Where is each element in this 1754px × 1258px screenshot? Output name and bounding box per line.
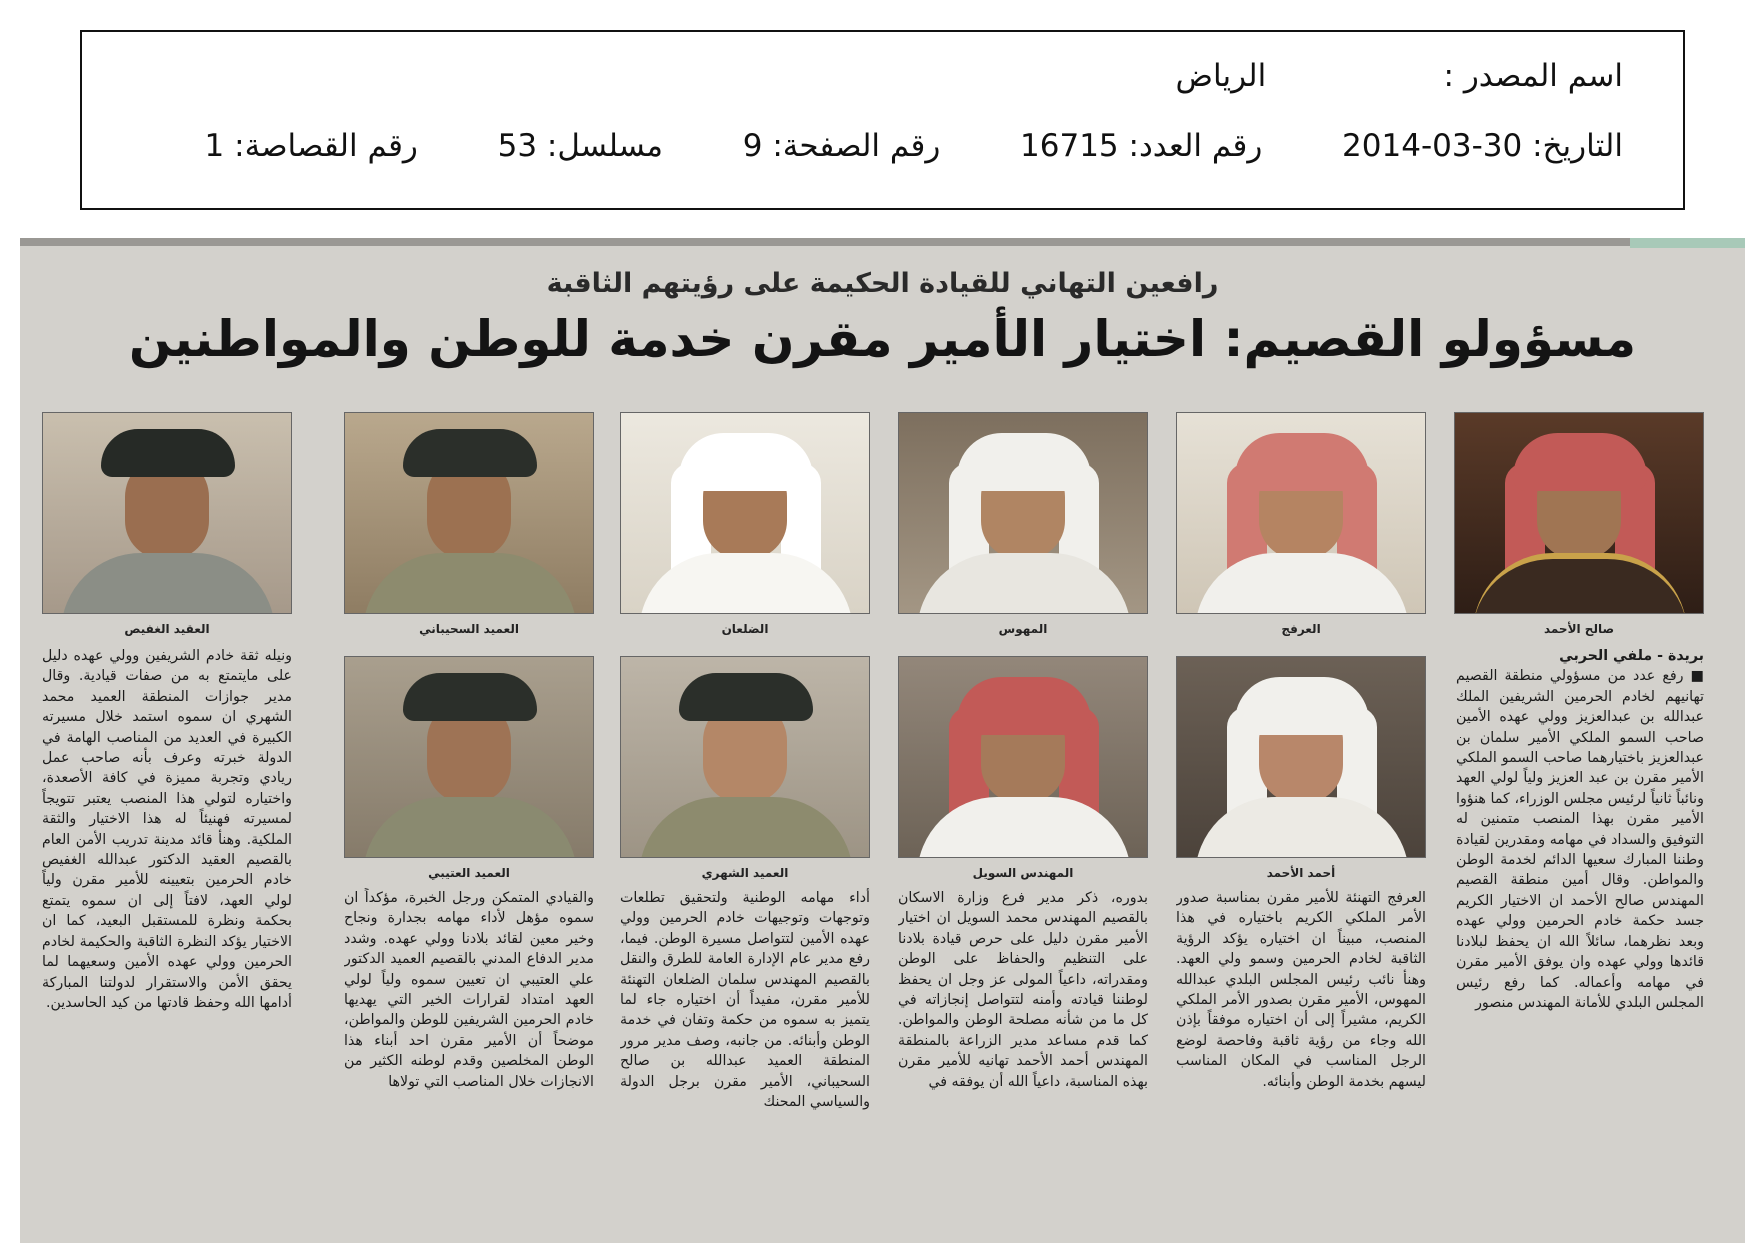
beret-icon	[101, 429, 235, 477]
photo-saleh-alahmad	[1454, 412, 1704, 614]
source-metadata-box	[80, 30, 1685, 210]
source-label: اسم المصدر	[1463, 58, 1623, 94]
page-value: 9	[742, 128, 763, 164]
beret-icon	[679, 673, 813, 721]
beret-icon	[403, 673, 537, 721]
photo-caption: العقيد الغفيص	[124, 622, 210, 636]
article-column-2	[1176, 888, 1426, 1213]
serial-value: 53	[497, 128, 538, 164]
shemagh-icon	[957, 677, 1091, 735]
photo-aldhalaan	[620, 412, 870, 614]
date-label: التاريخ:	[1532, 128, 1623, 164]
photo-caption: أحمد الأحمد	[1266, 866, 1336, 880]
article-headline: مسؤولو القصيم: اختيار الأمير مقرن خدمة للوطن والمواطنين	[128, 310, 1637, 368]
article-column-5	[344, 888, 594, 1213]
column-text: أداء مهامه الوطنية ولتحقيق تطلعات وتوجهات وتوجيهات خادم الحرمين وولي عهده الأمين لتتواصل مسيرة الوطن. فيما، رفع مدير عام الإدارة العامة للطرق والنقل بالقصيم المهندس سلمان الضلعان التهنئة للأمير مقرن، مفيداً أن اختياره جاء لما يتميز به سموه من حكمة وتفان في خدمة الوطن وأبنائه. من جانبه، وصف مدير مرور المنطقة العميد عبدالله بن صالح السحيباني، الأمير مقرن برجل الدولة والسياسي المحنك	[620, 890, 870, 1111]
photo-caption: العرفج	[1281, 622, 1321, 636]
photo-caption: العميد العتيبي	[428, 866, 510, 880]
photo-ahmad-alahmad	[1176, 656, 1426, 858]
photo-brig-alsuhaibani	[344, 412, 594, 614]
photo-caption: صالح الأحمد	[1543, 622, 1615, 636]
issue-label: رقم العدد:	[1128, 128, 1263, 164]
photo-caption: العميد السحيباني	[419, 622, 519, 636]
photo-eng-alsuwail	[898, 656, 1148, 858]
article-column-4	[620, 888, 870, 1213]
photo-alarfaj	[1176, 412, 1426, 614]
clip-label: رقم القصاصة:	[234, 128, 418, 164]
clip-value: 1	[204, 128, 225, 164]
source-row: اسم المصدر : الرياض	[1175, 58, 1623, 94]
clip-edge	[20, 238, 1745, 246]
photo-caption: المهوس	[998, 622, 1048, 636]
photo-col-alghufais	[42, 412, 292, 614]
shemagh-icon	[1235, 433, 1369, 491]
photo-almuhawis	[898, 412, 1148, 614]
issue-row	[205, 128, 1623, 164]
column-text: والقيادي المتمكن ورجل الخبرة، مؤكداً ان سموه مؤهل لأداء مهامه بجدارة ونجاح وخير معين لقائد بلادنا وولي عهده. وشدد مدير الدفاع المدني بالقصيم العميد الدكتور علي العتيبي ان تعيين سموه ولياً لولي العهد امتداد لقرارات الخير التي يهديها خادم الحرمين الشريفين للوطن والمواطن، موضحاً أن الأمير مقرن احد أبناء هذا الوطن المخلصين وقدم لوطنه الكثير من الانجازات خلال المناصب التي تولاها	[344, 890, 594, 1090]
page-label: رقم الصفحة:	[772, 128, 941, 164]
shemagh-icon	[1513, 433, 1647, 491]
column-text: العرفج التهنئة للأمير مقرن بمناسبة صدور الأمر الملكي الكريم باختياره في هذا المنصب، مبيناً ان اختياره يؤكد الرؤية الثاقبة لخادم الحرمين وسمو ولي العهد. وهنأ نائب رئيس المجلس البلدي عبدالله المهوس، الأمير مقرن بصدور الأمر الملكي الكريم، مشيراً إلى أن اختياره موفقاً بإذن الله وجاء من رؤية ثاقبة وفاحصة لوضع الرجل المناسب في المكان المناسب ليسهم بخدمة الوطن وأبنائه.	[1176, 890, 1426, 1090]
beret-icon	[403, 429, 537, 477]
photo-caption: الضلعان	[721, 622, 769, 636]
article-column-3	[898, 888, 1148, 1213]
photo-brig-alotaibi	[344, 656, 594, 858]
serial-label: مسلسل:	[546, 128, 664, 164]
newspaper-clipping	[20, 238, 1745, 1243]
date-value: 2014-03-30	[1342, 128, 1523, 164]
issue-value: 16715	[1020, 128, 1119, 164]
article-column-1	[1456, 646, 1704, 1216]
article-kicker: رافعين التهاني للقيادة الحكيمة على رؤيتهم الثاقبة	[546, 268, 1219, 299]
clip-edge-accent	[1630, 238, 1745, 248]
column-text: بدوره، ذكر مدير فرع وزارة الاسكان بالقصيم المهندس محمد السويل ان اختيار الأمير مقرن دليل على حرص قيادة بلادنا على التنظيم والحفاظ على الوطن ومقدراته، داعياً المولى عز وجل ان يحفظ لوطننا قيادته وأمنه لتتواصل إنجازاته في كل ما من شأنه مصلحة الوطن والمواطن. كما قدم مساعد مدير الزراعة بالمنطقة المهندس أحمد الأحمد تهانيه للأمير مقرن بهذه المناسبة، داعياً الله أن يوفقه في	[898, 890, 1148, 1090]
article-dateline: بريدة - ملفي الحربي	[1559, 648, 1704, 664]
column-text: ونيله ثقة خادم الشريفين وولي عهده دليل على مايتمتع به من صفات قيادية. وقال مدير جوازات المنطقة العميد محمد الشهري ان سموه استمد خلال مسيرته الكبيرة في العديد من المناصب الهامة في الدولة خبرته وعرف بأنه صاحب عمل ريادي وتجربة مميزة في كافة الأصعدة، واختياره لتولي هذا المنصب يعتبر تتويجاً لمسيرته فهنيئاً له هذا الاختيار والثقة الملكية. وهنأ قائد مدينة تدريب الأمن العام بالقصيم العقيد الدكتور عبدالله الغفيص خادم الحرمين بتعيينه للأمير مقرن ولياً لولي العهد، لافتاً إلى ان سموه يتمتع بحكمة ونظرة للمستقبل البعيد، كما ان الاختيار يؤكد النظرة الثاقبة والحكيمة لخادم الحرمين وولي عهده الأمين وسعيهما لما يحقق الأمن والاستقرار لدولتنا المباركة أدامها الله وحفظ قادتها من كيد الحاسدين.	[42, 648, 292, 1011]
article-column-6	[42, 646, 292, 1216]
ghutra-icon	[679, 433, 813, 491]
photo-caption: العميد الشهري	[701, 866, 789, 880]
ghutra-icon	[957, 433, 1091, 491]
ghutra-icon	[1235, 677, 1369, 735]
photo-caption: المهندس السويل	[972, 866, 1074, 880]
source-value: الرياض	[1175, 58, 1267, 94]
photo-brig-alshehri	[620, 656, 870, 858]
column-text: ■ رفع عدد من مسؤولي منطقة القصيم تهانيهم لخادم الحرمين الشريفين الملك عبدالله بن عبدالعزيز وولي عهده الأمين صاحب السمو الملكي الأمير سلمان بن عبدالعزيز باختيارهما صاحب السمو الملكي الأمير مقرن بن عبد العزيز ولياً لولي العهد ونائباً ثانياً لرئيس مجلس الوزراء، كما هنؤوا الأمير مقرن بهذا المنصب متمنين له التوفيق والسداد في مهامه ومقدرين لقيادة وطننا المبارك سعيها الدائم لخدمة الوطن والمواطن. وقال أمين منطقة القصيم المهندس صالح الأحمد ان الاختيار الكريم جسد حكمة خادم الحرمين وولي عهده وبعد نظرهما، سائلاً الله ان يحفظ لبلادنا قائدها وولي عهده وان يوفق الأمير مقرن في مهامه وأعماله. كما رفع رئيس المجلس البلدي للأمانة المهندس منصور	[1456, 668, 1704, 1011]
